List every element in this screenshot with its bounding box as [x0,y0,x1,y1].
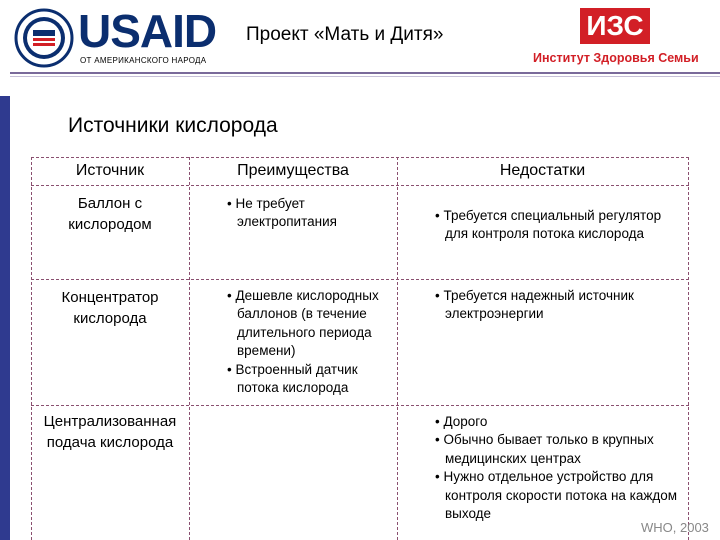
source-line: кислорода [73,310,147,327]
bullet-item: • Встроенный датчик потока кислорода [227,361,358,396]
project-title: Проект «Мать и Дитя» [246,24,444,45]
table-row-2-source [31,287,189,329]
column-header-disadvantages: Недостатки [499,162,586,179]
header-divider [10,72,720,74]
usaid-logo-subtitle: ОТ АМЕРИКАНСКОГО НАРОДА [80,56,207,65]
table-row-1-disadvantages [433,207,683,244]
table-border-right [688,157,689,540]
bullet-item: • Дорого [435,414,488,429]
table-row-1-advantages [225,195,395,232]
bullet-item: • Обычно бывает только в крупных медицинских центрах [435,432,654,466]
section-title: Источники кислорода [68,114,278,137]
bullet-item: • Не требует электропитания [227,196,337,230]
table-row-1-source [31,193,189,235]
usaid-seal-logo [14,8,74,68]
institute-logo-box: ИЗС [580,8,650,44]
table-row-2-disadvantages [433,287,683,324]
source-credit: WHO, 2003 [641,520,709,535]
table-border-top [31,157,689,158]
oxygen-sources-table [31,157,689,540]
bullet-item: • Дешевле кислородных баллонов (в течение длительного периода времени) [227,288,379,359]
table-column-divider [397,157,398,540]
bullet-item: • Требуется надежный источник электроэнергии [435,288,634,322]
left-accent-bar [0,96,10,540]
source-line: Баллон с [77,195,143,212]
table-row-3-disadvantages [433,413,683,523]
source-line: кислородом [68,216,152,233]
table-column-divider [189,157,190,540]
column-header-advantages: Преимущества [237,162,349,179]
source-line: Концентратор [61,289,159,306]
table-row-2-advantages [225,287,395,397]
header-divider-thin [10,76,720,77]
table-row-3-source [31,411,189,453]
table-row-divider [31,405,689,406]
column-header-source: Источник [75,162,145,179]
source-line: Централизованная [43,413,177,430]
bullet-item: • Требуется специальный регулятор для контроля потока кислорода [435,208,662,242]
source-line: подача кислорода [46,434,174,451]
table-header-divider [31,185,689,186]
bullet-item: • Нужно отдельное устройство для контроля скорости потока на каждом выходе [435,469,678,522]
usaid-logo-text: USAID [78,5,217,57]
table-row-divider [31,279,689,280]
institute-name: Институт Здоровья Семьи [533,51,699,65]
